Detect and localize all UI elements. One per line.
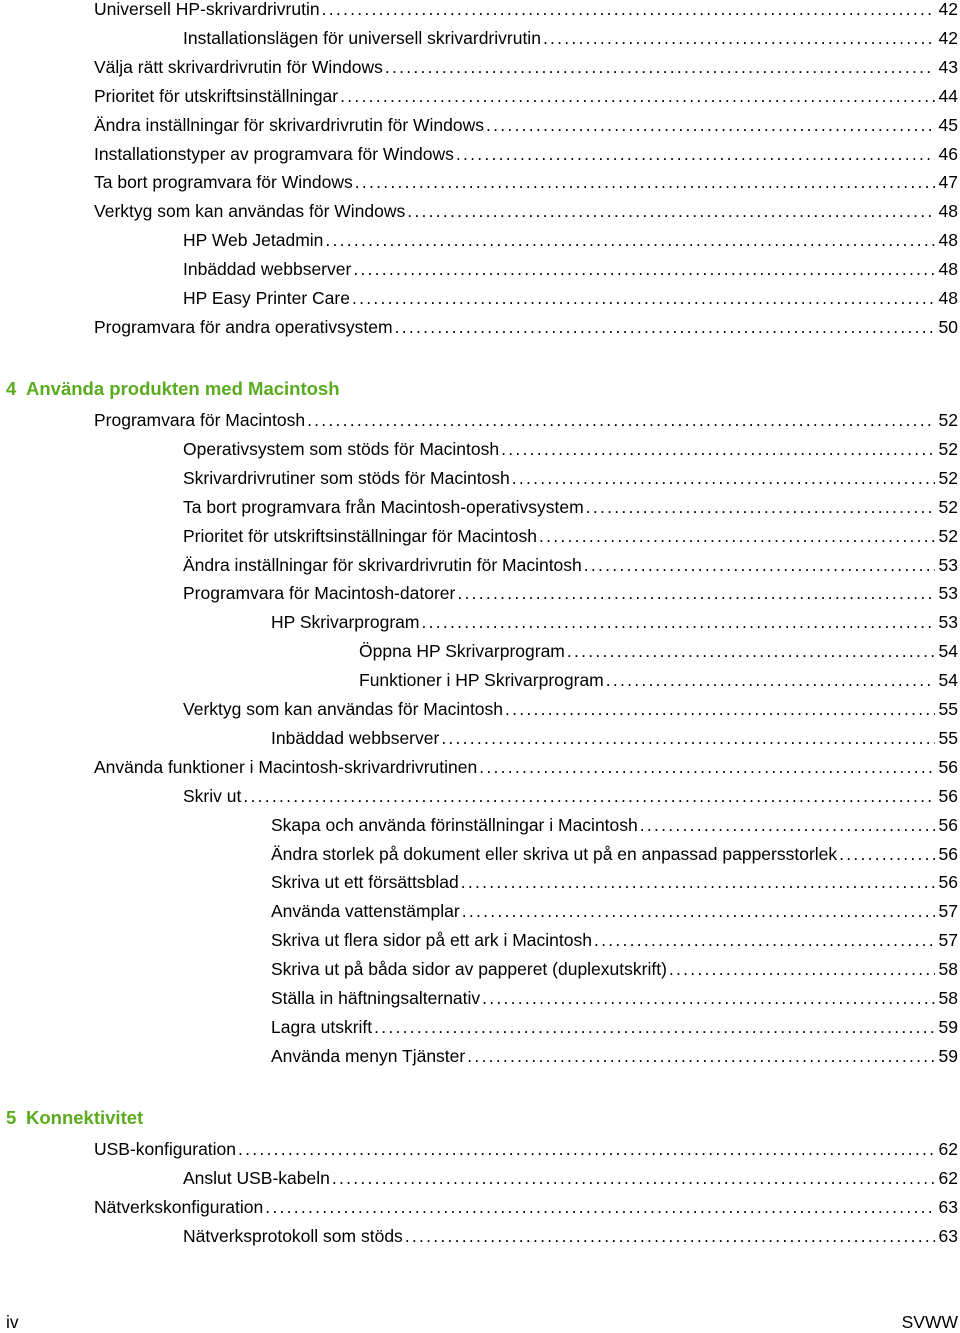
toc-entry-title: Nätverkskonfiguration xyxy=(94,1196,264,1217)
toc-entry[interactable] xyxy=(0,1194,958,1220)
toc-entry-page-number: 59 xyxy=(938,1016,958,1037)
toc-entry-page-number: 53 xyxy=(938,583,958,604)
toc-entry[interactable] xyxy=(0,609,958,635)
dot-leader xyxy=(839,841,934,867)
toc-entry-title: Skriv ut xyxy=(183,785,242,806)
toc-entry-page-number: 52 xyxy=(938,438,958,459)
dot-leader xyxy=(640,812,935,838)
toc-entry[interactable] xyxy=(0,141,958,167)
toc-entry-title: Verktyg som kan användas för Windows xyxy=(94,201,406,222)
toc-entry-page-number: 47 xyxy=(938,172,958,193)
toc-entry-page-number: 59 xyxy=(938,1045,958,1066)
toc-entry[interactable] xyxy=(0,0,958,22)
toc-entry-title: Prioritet för utskriftsinställningar xyxy=(94,85,339,106)
toc-entry-title: Installationslägen för universell skrivardrivrutin xyxy=(183,27,541,48)
dot-leader xyxy=(374,1014,934,1040)
toc-entry[interactable] xyxy=(0,285,958,311)
dot-leader xyxy=(243,783,934,809)
toc-entry-title: Använda funktioner i Macintosh-skrivardrivrutinen xyxy=(94,756,478,777)
dot-leader xyxy=(486,112,935,138)
toc-entry-title: Programvara för Macintosh-datorer xyxy=(183,583,456,604)
toc-entry-page-number: 55 xyxy=(938,727,958,748)
toc-entry[interactable] xyxy=(0,83,958,109)
toc-entry[interactable] xyxy=(0,667,958,693)
toc-entry-title: Välja rätt skrivardrivrutin för Windows xyxy=(94,56,383,77)
dot-leader xyxy=(352,285,935,311)
toc-entry-page-number: 56 xyxy=(938,814,958,835)
chapter-title: Konnektivitet xyxy=(26,1107,144,1128)
toc-entry-title: Operativsystem som stöds för Macintosh xyxy=(183,438,500,459)
toc-entry[interactable] xyxy=(0,638,958,664)
toc-entry[interactable] xyxy=(0,725,958,751)
toc-entry-title: Ändra storlek på dokument eller skriva ut på en anpassad pappersstorlek xyxy=(271,843,838,864)
toc-entry-title: Använda menyn Tjänster xyxy=(271,1045,466,1066)
toc-entry-page-number: 58 xyxy=(938,959,958,980)
toc-entry-page-number: 56 xyxy=(938,785,958,806)
dot-leader xyxy=(567,638,935,664)
toc-entry-page-number: 48 xyxy=(938,288,958,308)
toc-entry-title: Använda vattenstämplar xyxy=(271,901,460,922)
toc-entry-page-number: 55 xyxy=(938,699,958,719)
toc-entry[interactable] xyxy=(0,956,958,982)
toc-entry[interactable] xyxy=(0,754,958,780)
toc-entry-title: HP Easy Printer Care xyxy=(183,288,350,308)
toc-entry-page-number: 48 xyxy=(938,201,958,222)
chapter-title: Använda produkten med Macintosh xyxy=(26,378,340,399)
dot-leader xyxy=(441,725,934,751)
dot-leader xyxy=(505,696,935,722)
dot-leader xyxy=(340,83,934,109)
toc-entry[interactable] xyxy=(0,523,958,549)
toc-entry-title: Verktyg som kan användas för Macintosh xyxy=(183,699,504,719)
toc-entry[interactable] xyxy=(0,465,958,491)
toc-entry-title: Anslut USB-kabeln xyxy=(183,1167,330,1188)
dot-leader xyxy=(456,141,935,167)
toc-entry-page-number: 52 xyxy=(938,496,958,517)
toc-entry-page-number: 57 xyxy=(938,901,958,922)
toc-entry-title: Prioritet för utskriftsinställningar för Macintosh xyxy=(183,525,538,546)
toc-entry-page-number: 42 xyxy=(938,0,958,19)
dot-leader xyxy=(479,754,934,780)
dot-leader xyxy=(586,494,935,520)
toc-entry[interactable] xyxy=(0,1014,958,1040)
toc-entry[interactable] xyxy=(0,841,958,867)
toc-entry[interactable] xyxy=(0,985,958,1011)
toc-entry-page-number: 52 xyxy=(938,525,958,546)
toc-entry-title: Ändra inställningar för skrivardrivrutin för Macintosh xyxy=(183,554,582,575)
toc-entry-title: Ställa in häftningsalternativ xyxy=(271,988,481,1008)
dot-leader xyxy=(669,956,935,982)
toc-entry-page-number: 54 xyxy=(938,670,958,691)
dot-leader xyxy=(594,927,935,953)
toc-entry-page-number: 43 xyxy=(938,56,958,77)
chapter-number: 4 xyxy=(6,378,17,399)
toc-entry-title: HP Web Jetadmin xyxy=(183,230,324,251)
chapter-heading-5 xyxy=(6,1107,143,1129)
chapter-number: 5 xyxy=(6,1107,17,1128)
toc-entry-title: Nätverksprotokoll som stöds xyxy=(183,1225,403,1246)
toc-entry[interactable] xyxy=(0,1223,958,1249)
toc-entry-title: Programvara för andra operativsystem xyxy=(94,316,393,337)
toc-entry[interactable] xyxy=(0,869,958,895)
toc-entry[interactable] xyxy=(0,552,958,578)
toc-entry-page-number: 56 xyxy=(938,843,958,864)
toc-entry-page-number: 57 xyxy=(938,930,958,951)
toc-entry-title: Programvara för Macintosh xyxy=(94,410,306,430)
toc-entry-page-number: 48 xyxy=(938,230,958,251)
dot-leader xyxy=(332,1165,935,1191)
toc-entry-title: Ta bort programvara för Windows xyxy=(94,172,353,193)
toc-entry[interactable] xyxy=(0,198,958,224)
toc-entry-title: Ta bort programvara från Macintosh-operativsystem xyxy=(183,496,584,517)
toc-entry-page-number: 54 xyxy=(938,641,958,662)
toc-entry[interactable] xyxy=(0,812,958,838)
dot-leader xyxy=(457,580,934,606)
toc-entry-page-number: 52 xyxy=(938,410,958,430)
dot-leader xyxy=(462,898,935,924)
toc-entry[interactable] xyxy=(0,898,958,924)
footer-label: SVWW xyxy=(901,1312,958,1332)
toc-entry-title: Inbäddad webbserver xyxy=(271,727,440,748)
toc-entry[interactable] xyxy=(0,169,958,195)
dot-leader xyxy=(355,169,935,195)
toc-entry[interactable] xyxy=(0,54,958,80)
toc-entry[interactable] xyxy=(0,436,958,462)
toc-entry-title: Öppna HP Skrivarprogram xyxy=(359,641,565,662)
dot-leader xyxy=(606,667,935,693)
dot-leader xyxy=(421,609,934,635)
chapter-heading-4 xyxy=(6,378,340,400)
toc-entry-page-number: 56 xyxy=(938,756,958,777)
toc-entry-page-number: 63 xyxy=(938,1196,958,1217)
toc-entry[interactable] xyxy=(0,696,958,722)
dot-leader xyxy=(539,523,935,549)
toc-entry-title: Universell HP-skrivardrivrutin xyxy=(94,0,320,19)
toc-entry-title: HP Skrivarprogram xyxy=(271,612,420,633)
toc-entry[interactable] xyxy=(0,227,958,253)
dot-leader xyxy=(461,869,935,895)
dot-leader xyxy=(325,227,934,253)
toc-entry-title: Inbäddad webbserver xyxy=(183,259,352,280)
toc-entry-page-number: 46 xyxy=(938,143,958,164)
toc-entry[interactable] xyxy=(0,1136,958,1162)
dot-leader xyxy=(385,54,935,80)
dot-leader xyxy=(265,1194,934,1220)
toc-entry[interactable] xyxy=(0,407,958,433)
toc-entry-title: Skriva ut på båda sidor av papperet (duplexutskrift) xyxy=(271,959,667,980)
toc-entry-page-number: 42 xyxy=(938,27,958,48)
toc-entry-title: Installationstyper av programvara för Windows xyxy=(94,143,454,164)
toc-entry-title: Skriva ut ett försättsblad xyxy=(271,872,459,893)
toc-entry-page-number: 48 xyxy=(938,259,958,280)
toc-entry[interactable] xyxy=(0,314,958,340)
toc-entry-page-number: 45 xyxy=(938,114,958,135)
dot-leader xyxy=(467,1043,934,1069)
toc-entry[interactable] xyxy=(0,494,958,520)
toc-entry-title: Skapa och använda förinställningar i Macintosh xyxy=(271,814,638,835)
toc-entry-title: Funktioner i HP Skrivarprogram xyxy=(359,670,604,691)
toc-entry-title: Skriva ut flera sidor på ett ark i Macintosh xyxy=(271,930,592,951)
dot-leader xyxy=(407,198,934,224)
dot-leader xyxy=(405,1223,935,1249)
toc-entry[interactable] xyxy=(0,1165,958,1191)
dot-leader xyxy=(307,407,934,433)
toc-entry[interactable] xyxy=(0,1043,958,1069)
toc-entry[interactable] xyxy=(0,783,958,809)
toc-entry-page-number: 44 xyxy=(938,85,958,106)
toc-entry[interactable] xyxy=(0,25,958,51)
footer-page-number: iv xyxy=(6,1312,19,1332)
dot-leader xyxy=(395,314,935,340)
dot-leader xyxy=(501,436,934,462)
toc-entry-page-number: 62 xyxy=(938,1167,958,1188)
toc-entry-page-number: 58 xyxy=(938,988,958,1008)
toc-entry-page-number: 50 xyxy=(938,316,958,337)
toc-entry[interactable] xyxy=(0,580,958,606)
toc-entry[interactable] xyxy=(0,112,958,138)
toc-entry-page-number: 53 xyxy=(938,554,958,575)
dot-leader xyxy=(322,0,935,22)
dot-leader xyxy=(543,25,935,51)
dot-leader xyxy=(584,552,935,578)
dot-leader xyxy=(238,1136,935,1162)
toc-entry-page-number: 63 xyxy=(938,1225,958,1246)
toc-entry-page-number: 62 xyxy=(938,1139,958,1159)
dot-leader xyxy=(512,465,935,491)
dot-leader xyxy=(482,985,934,1011)
toc-entry-title: USB-konfiguration xyxy=(94,1139,237,1159)
toc-entry-title: Ändra inställningar för skrivardrivrutin för Windows xyxy=(94,114,484,135)
toc-entry-page-number: 56 xyxy=(938,872,958,893)
dot-leader xyxy=(353,256,934,282)
toc-entry-title: Lagra utskrift xyxy=(271,1016,373,1037)
toc-entry-page-number: 52 xyxy=(938,467,958,488)
toc-entry[interactable] xyxy=(0,927,958,953)
toc-entry[interactable] xyxy=(0,256,958,282)
toc-entry-title: Skrivardrivrutiner som stöds för Macintosh xyxy=(183,467,510,488)
toc-entry-page-number: 53 xyxy=(938,612,958,633)
